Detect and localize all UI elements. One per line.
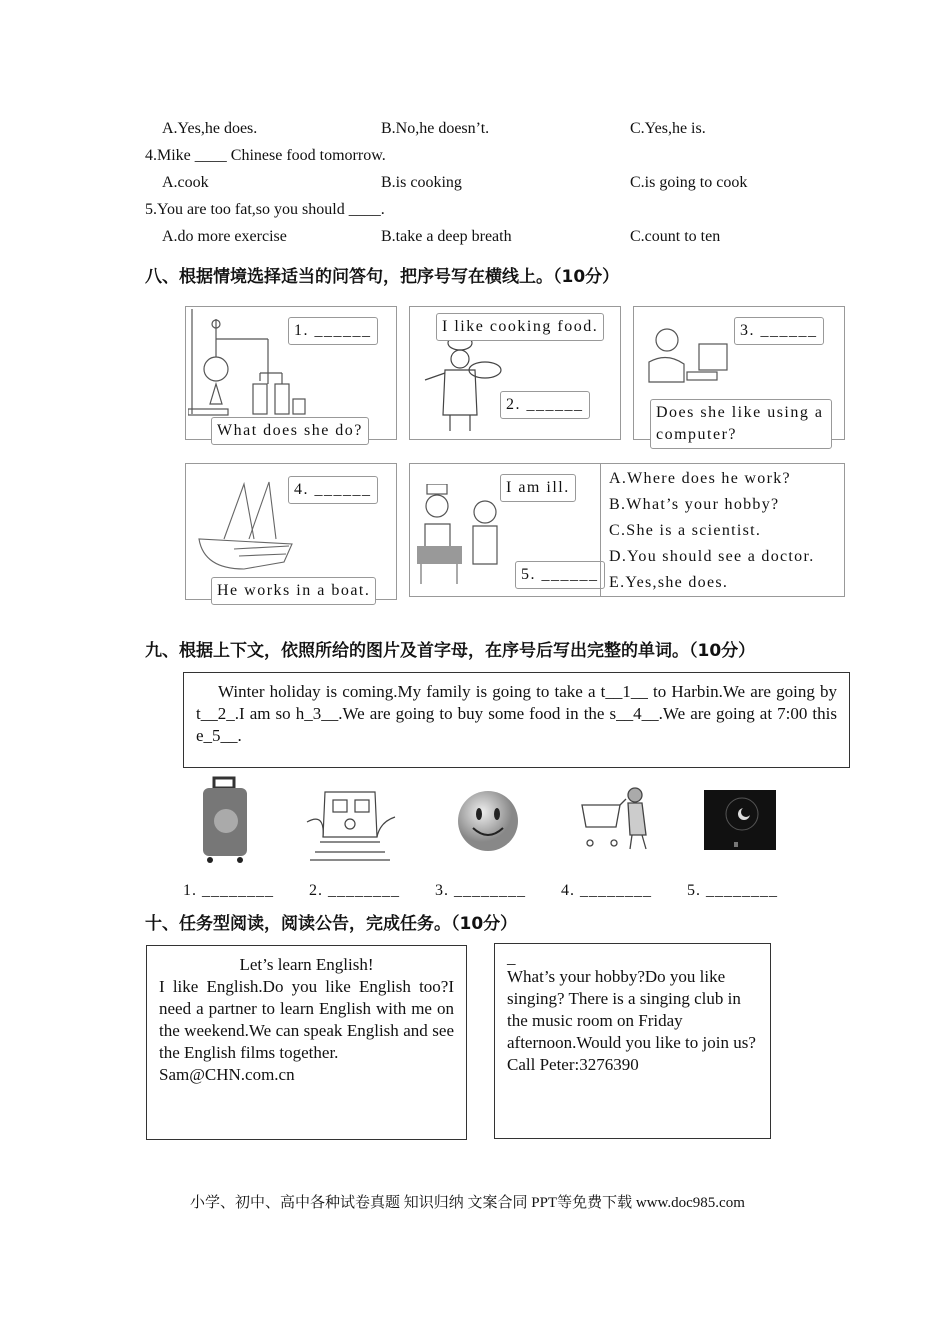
section9-title: 九、根据上下文，依照所给的图片及首字母，在序号后写出完整的单词。（10分）: [145, 641, 756, 661]
q3-option-b: B.No,he doesn’t.: [381, 120, 490, 137]
panel3-speech: Does she like using a computer?: [650, 399, 832, 449]
q4-stem: 4.Mike ____ Chinese food tomorrow.: [145, 147, 386, 164]
option-b: B.What’s your hobby?: [609, 496, 780, 513]
panel5-speech: I am ill.: [500, 474, 576, 502]
panel4-blank: 4. ______: [288, 476, 378, 504]
q3-option-c: C.Yes,he is.: [630, 120, 706, 137]
section8-options: [600, 463, 845, 597]
panel-computer: [633, 306, 845, 443]
answer-blank-4[interactable]: 4. ________: [561, 882, 652, 899]
shopping-cart-icon: [580, 785, 652, 851]
section8-title: 八、根据情境选择适当的问答句，把序号写在横线上。（10分）: [145, 267, 620, 287]
option-c: C.She is a scientist.: [609, 522, 762, 539]
q4-option-c: C.is going to cook: [630, 174, 748, 191]
notice1-contact: Sam@CHN.com.cn: [159, 1065, 295, 1084]
notice-singing: [494, 943, 771, 1139]
notice1-title: Let’s learn English!: [239, 955, 374, 974]
q5-stem: 5.You are too fat,so you should ____.: [145, 201, 385, 218]
answer-blank-3[interactable]: 3. ________: [435, 882, 526, 899]
notice-english: [146, 945, 467, 1140]
footer: 小学、初中、高中各种试卷真题 知识归纳 文案合同 PPT等免费下载 www.doc985.com: [190, 1195, 745, 1211]
section10-title: 十、任务型阅读，阅读公告，完成任务。（10分）: [145, 914, 518, 934]
q5-option-b: B.take a deep breath: [381, 228, 512, 245]
notice2-body: What’s your hobby?Do you like singing? There is a singing club in the music room on Friday afternoon.Would you like to join us?: [507, 967, 756, 1052]
panel-doctor: [409, 463, 601, 597]
q5-option-c: C.count to ten: [630, 228, 721, 245]
panel-scientist: [185, 306, 397, 440]
panel4-speech: He works in a boat.: [211, 577, 376, 605]
passage-text: Winter holiday is coming.My family is going to take a t__1__ to Harbin.We are going by t__2_.I am so h_3__.We are going to buy some food in the s__4__.We are going at 7:00 this e_5__.: [196, 682, 837, 745]
panel3-blank: 3. ______: [734, 317, 824, 345]
option-e: E.Yes,she does.: [609, 574, 729, 591]
q5-option-a: A.do more exercise: [162, 228, 287, 245]
night-moon-icon: [704, 790, 776, 850]
smiley-icon: [457, 790, 519, 852]
answer-blank-2[interactable]: 2. ________: [309, 882, 400, 899]
girl-computer-icon: [639, 322, 734, 392]
q4-option-a: A.cook: [162, 174, 209, 191]
answer-blank-5[interactable]: 5. ________: [687, 882, 778, 899]
section9-passage: [183, 672, 850, 768]
panel1-speech: What does she do?: [211, 417, 369, 445]
option-d: D.You should see a doctor.: [609, 548, 815, 565]
notice2-title: _: [507, 948, 516, 967]
panel2-blank: 2. ______: [500, 391, 590, 419]
suitcase-icon: [200, 776, 250, 864]
panel5-blank: 5. ______: [515, 561, 605, 589]
panel-boat: [185, 463, 397, 600]
panel1-blank: 1. ______: [288, 317, 378, 345]
panel2-speech: I like cooking food.: [436, 313, 604, 341]
train-icon: [305, 782, 397, 862]
notice1-body: I like English.Do you like English too?I need a partner to learn English with me on the weekend.We can speak English and see the English films together.: [159, 977, 454, 1062]
q4-option-b: B.is cooking: [381, 174, 462, 191]
q3-option-a: A.Yes,he does.: [162, 120, 258, 137]
answer-blank-1[interactable]: 1. ________: [183, 882, 274, 899]
notice2-contact: Call Peter:3276390: [507, 1055, 639, 1074]
panel-cook: [409, 306, 621, 440]
option-a: A.Where does he work?: [609, 470, 791, 487]
chef-icon: [415, 335, 505, 435]
